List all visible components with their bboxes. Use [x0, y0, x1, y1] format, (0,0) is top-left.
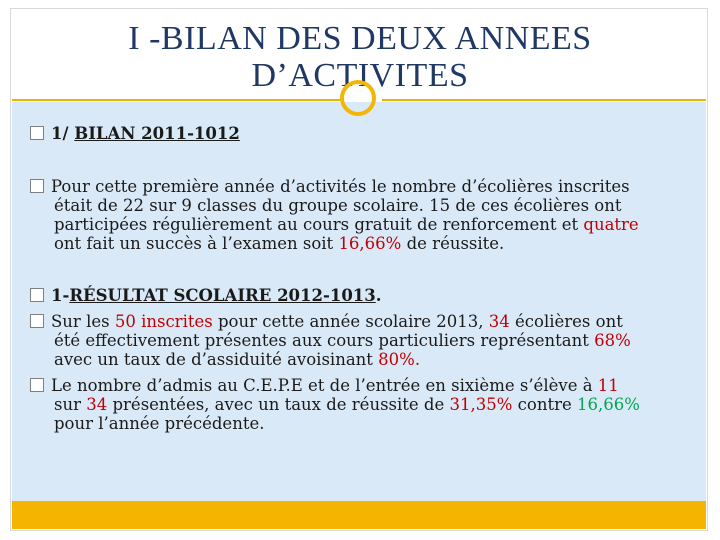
- section-2-heading: [30, 286, 382, 305]
- bullet-box-icon: [30, 179, 44, 193]
- paragraph-3-line-1: [30, 376, 619, 395]
- paragraph-1-line-4: [54, 234, 504, 253]
- highlight-count: 11: [597, 376, 619, 395]
- bullet-box-icon: [30, 378, 44, 392]
- highlight-percent: 16,66%: [338, 234, 402, 253]
- footer-bar: [12, 501, 706, 529]
- paragraph-2-text: avec un taux de d’assiduité avoisinant: [54, 350, 379, 369]
- bullet-box-icon: [30, 288, 44, 302]
- paragraph-2-line-2: [54, 331, 631, 350]
- paragraph-2-line-3: [54, 350, 420, 369]
- paragraph-1-text: participées régulièrement au cours gratuit de renforcement et: [54, 215, 584, 234]
- section-1-number: 1/: [51, 124, 75, 143]
- paragraph-1-text: ont fait un succès à l’examen soit: [54, 234, 339, 253]
- highlight-percent-green: 16,66%: [577, 395, 640, 414]
- paragraph-3-text: présentées, avec un taux de réussite de: [107, 395, 450, 414]
- bullet-box-icon: [30, 314, 44, 328]
- paragraph-3-line-3: pour l’année précédente.: [54, 414, 265, 433]
- paragraph-1-line-1: [30, 177, 630, 196]
- title-rule-right: [382, 99, 706, 101]
- paragraph-3-text: sur: [54, 395, 87, 414]
- paragraph-2-text: écolières ont: [509, 312, 623, 331]
- paragraph-3-text: Le nombre d’admis au C.E.P.E et de l’entrée en sixième s’élève à: [51, 376, 598, 395]
- title-line-2: D’ACTIVITES: [251, 57, 469, 94]
- paragraph-2-text: Sur les: [51, 312, 115, 331]
- paragraph-3-text: contre: [512, 395, 577, 414]
- paragraph-2-text: été effectivement présentes aux cours particuliers représentant: [54, 331, 595, 350]
- ring-ornament-icon: [340, 80, 376, 116]
- section-1-title: BILAN 2011-1012: [74, 124, 240, 143]
- section-2-number: 1-: [51, 286, 70, 305]
- paragraph-3-line-2: [54, 395, 640, 414]
- paragraph-2-line-1: [30, 312, 623, 331]
- paragraph-1-line-3: [54, 215, 639, 234]
- section-2-tail: .: [375, 286, 382, 305]
- highlight-percent: 68%: [594, 331, 631, 350]
- section-2-title: RÉSULTAT SCOLAIRE 2012-1013: [69, 286, 376, 305]
- section-1-heading: [30, 124, 240, 143]
- title-rule-left: [12, 99, 344, 101]
- paragraph-2-text: pour cette année scolaire 2013,: [212, 312, 489, 331]
- highlight-percent: 31,35%: [449, 395, 513, 414]
- highlight-percent: 80%.: [378, 350, 421, 369]
- paragraph-1-text: de réussite.: [401, 234, 505, 253]
- highlight-count: 34: [488, 312, 510, 331]
- highlight-quatre: quatre: [583, 215, 639, 234]
- highlight-inscrites: 50 inscrites: [114, 312, 213, 331]
- title-line-1: I -BILAN DES DEUX ANNEES: [128, 20, 592, 57]
- highlight-count: 34: [86, 395, 108, 414]
- paragraph-1-text: Pour cette première année d’activités le nombre d’écolières inscrites: [51, 177, 630, 196]
- paragraph-1-line-2: était de 22 sur 9 classes du groupe scolaire. 15 de ces écolières ont: [54, 196, 622, 215]
- bullet-box-icon: [30, 126, 44, 140]
